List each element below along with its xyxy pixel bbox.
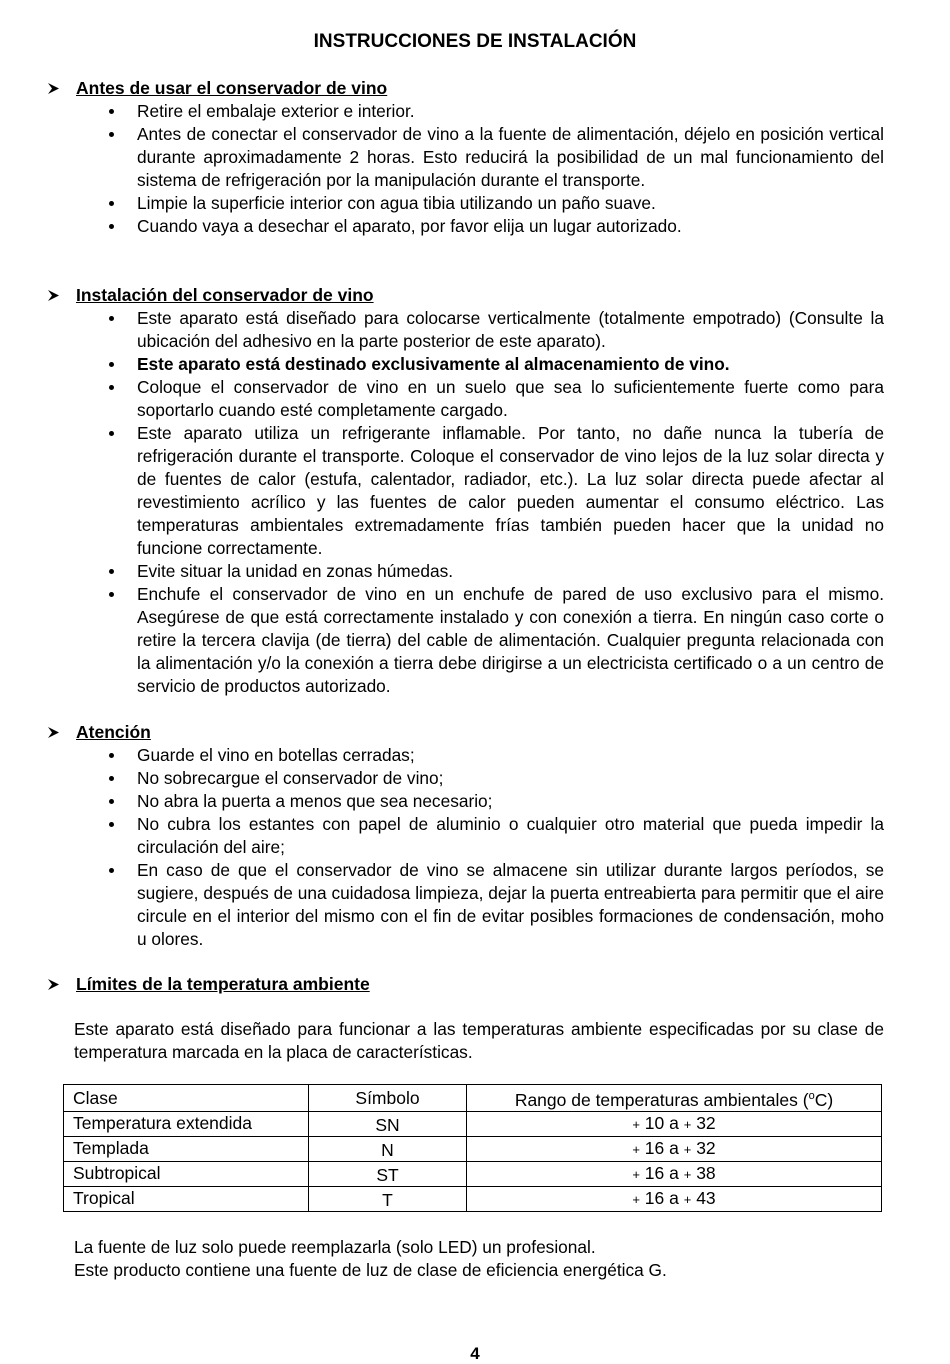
list-item: Cuando vaya a desechar el aparato, por favor elija un lugar autorizado. xyxy=(106,215,884,238)
section-heading-instalacion: Instalación del conservador de vino xyxy=(76,284,374,307)
list-item: Evite situar la unidad en zonas húmedas. xyxy=(106,560,884,583)
limites-paragraph: Este aparato está diseñado para funcionar a las temperaturas ambiente especificadas por su clase de temperatura marcada en la placa de características. xyxy=(74,1019,884,1062)
section-heading-antes: Antes de usar el conservador de vino xyxy=(76,77,387,100)
table-row: Templada N + 16 a + 32 xyxy=(64,1136,882,1161)
bullet-icon xyxy=(109,776,114,781)
list-item: No cubra los estantes con papel de aluminio o cualquier otro material que pueda impedir la circulación del aire; xyxy=(106,813,884,859)
list-item: Este aparato está diseñado para colocarse verticalmente (totalmente empotrado) (Consulte la ubicación del adhesivo en la parte posterior de este aparato). xyxy=(106,307,884,353)
bullet-icon xyxy=(109,132,114,137)
list-atencion xyxy=(106,744,884,951)
page-number: 4 xyxy=(470,1344,480,1363)
table-row: Temperatura extendida SN + 10 a + 32 xyxy=(64,1111,882,1136)
arrowhead-icon xyxy=(46,973,62,996)
header-clase: Clase xyxy=(64,1085,309,1112)
list-item: Retire el embalaje exterior e interior. xyxy=(106,100,884,123)
list-antes xyxy=(106,100,884,238)
section-heading-atencion: Atención xyxy=(76,721,151,744)
bullet-icon xyxy=(109,822,114,827)
bullet-icon xyxy=(109,753,114,758)
temperature-class-table xyxy=(63,1084,882,1212)
table-row: Tropical T + 16 a + 43 xyxy=(64,1186,882,1211)
list-instalacion xyxy=(106,307,884,698)
bullet-icon xyxy=(109,868,114,873)
bullet-icon xyxy=(109,316,114,321)
bullet-icon xyxy=(109,799,114,804)
list-item: Este aparato está destinado exclusivamente al almacenamiento de vino. xyxy=(106,353,884,376)
arrowhead-icon xyxy=(46,77,62,100)
arrowhead-icon xyxy=(46,284,62,307)
list-item: Este aparato utiliza un refrigerante inflamable. Por tanto, no dañe nunca la tubería de refrigeración durante el transporte. Coloque el conservador de vino lejos de la luz solar directa y de fuentes de calor (estufa, calentador, radiador, etc.). La luz solar directa puede afectar al revestimiento acrílico y las fuentes de calor pueden aumentar el consumo eléctrico. Las temperaturas ambientales extremadamente frías también pueden hacer que la unidad no funcione correctamente. xyxy=(106,422,884,560)
list-item: En caso de que el conservador de vino se almacene sin utilizar durante largos períodos, se sugiere, después de una cuidadosa limpieza, dejar la puerta entreabierta para permitir que el aire circule en el interior del mismo con el fin de evitar posibles formaciones de condensación, moho u olores. xyxy=(106,859,884,951)
bullet-icon xyxy=(109,431,114,436)
footer-line-energy-class: Este producto contiene una fuente de luz de clase de eficiencia energética G. xyxy=(74,1260,667,1280)
list-item: No sobrecargue el conservador de vino; xyxy=(106,767,884,790)
list-item: Antes de conectar el conservador de vino a la fuente de alimentación, déjelo en posición vertical durante aproximadamente 2 horas. Esto reducirá la posibilidad de un mal funcionamiento del sistema de refrigeración por la manipulación durante el transporte. xyxy=(106,123,884,192)
bullet-icon xyxy=(109,592,114,597)
bullet-icon xyxy=(109,385,114,390)
list-item: Guarde el vino en botellas cerradas; xyxy=(106,744,884,767)
bullet-icon xyxy=(109,224,114,229)
list-item: No abra la puerta a menos que sea necesario; xyxy=(106,790,884,813)
section-heading-limites: Límites de la temperatura ambiente xyxy=(76,973,370,996)
bullet-icon xyxy=(109,569,114,574)
table-row: Subtropical ST + 16 a + 38 xyxy=(64,1161,882,1186)
arrowhead-icon xyxy=(46,721,62,744)
list-item: Enchufe el conservador de vino en un enchufe de pared de uso exclusivo para el mismo. Asegúrese de que está correctamente instalado y con conexión a tierra. En ningún caso corte o retire la tercera clavija (de tierra) del cable de alimentación. Cualquier pregunta relacionada con la alimentación y/o la conexión a tierra debe dirigirse a un electricista certificado o a un centro de servicio de productos autorizado. xyxy=(106,583,884,698)
header-simbolo: Símbolo xyxy=(309,1085,467,1112)
footer-line-led: La fuente de luz solo puede reemplazarla (solo LED) un profesional. xyxy=(74,1237,596,1257)
bullet-icon xyxy=(109,201,114,206)
bullet-icon xyxy=(109,362,114,367)
header-rango: Rango de temperaturas ambientales ($^o$C) xyxy=(467,1085,882,1112)
list-item: Limpie la superficie interior con agua tibia utilizando un paño suave. xyxy=(106,192,884,215)
table-header-row xyxy=(64,1085,882,1112)
bullet-icon xyxy=(109,109,114,114)
list-item: Coloque el conservador de vino en un suelo que sea lo suficientemente fuerte como para soportarlo cuando esté completamente cargado. xyxy=(106,376,884,422)
page-title: INSTRUCCIONES DE INSTALACIÓN xyxy=(313,31,637,52)
